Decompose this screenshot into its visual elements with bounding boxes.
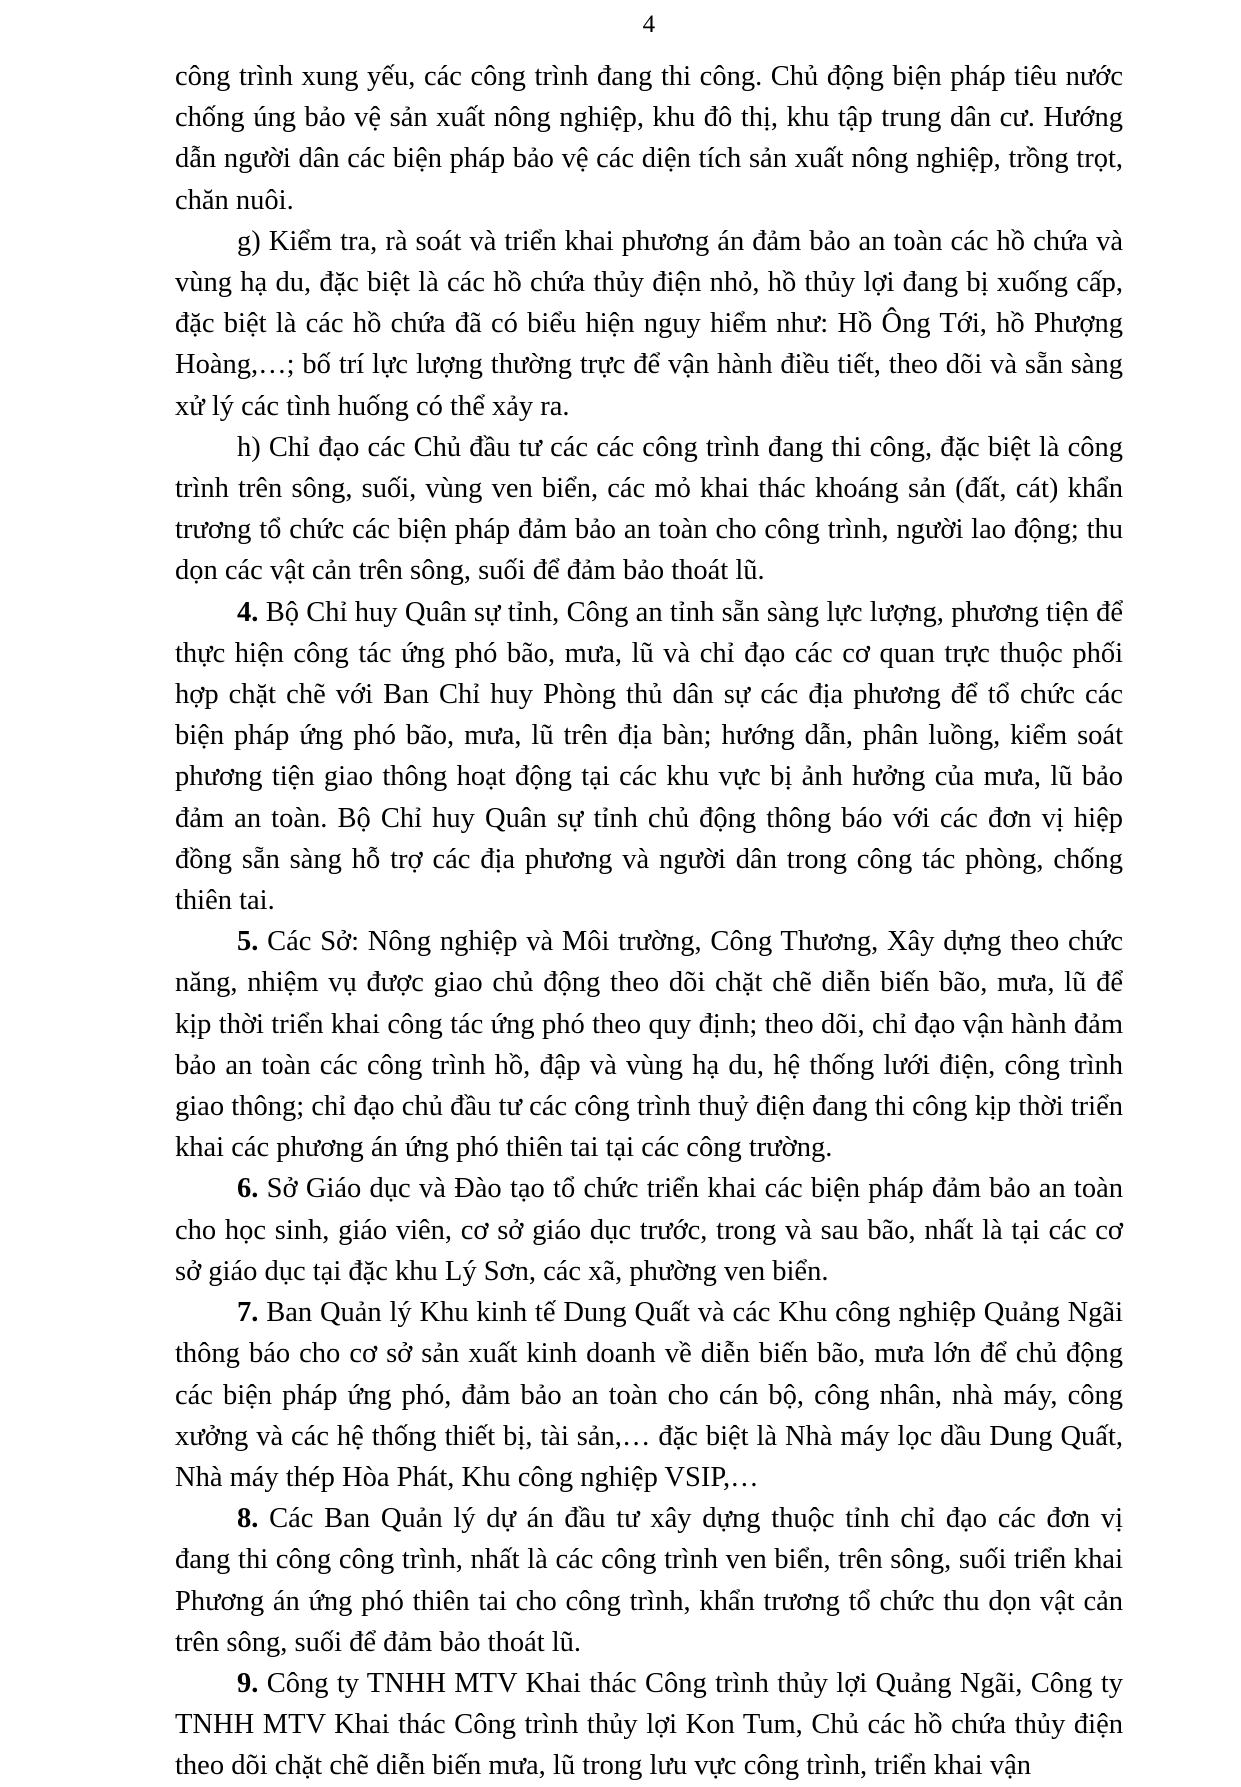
paragraph-number: 6. bbox=[237, 1173, 259, 1205]
document-body bbox=[175, 56, 1123, 1787]
paragraph-g bbox=[175, 221, 1123, 427]
paragraph-text: Công ty TNHH MTV Khai thác Công trình thủy lợi Quảng Ngãi, Công ty TNHH MTV Khai thác Công trình thủy lợi Kon Tum, Chủ các hồ chứa thủy điện theo dõi chặt chẽ diễn biến mưa, lũ trong lưu vực công trình, triển khai vận bbox=[175, 1667, 1123, 1782]
paragraph-number: 5. bbox=[237, 926, 259, 958]
paragraph-number: 7. bbox=[237, 1297, 259, 1329]
paragraph-item-9 bbox=[175, 1663, 1123, 1787]
paragraph-item-4 bbox=[175, 592, 1123, 922]
paragraph-text: Các Ban Quản lý dự án đầu tư xây dựng thuộc tỉnh chỉ đạo các đơn vị đang thi công công trình, nhất là các công trình ven biển, trên sông, suối triển khai Phương án ứng phó thiên tai cho công trình, khẩn trương tổ chức thu dọn vật cản trên sông, suối để đảm bảo thoát lũ. bbox=[175, 1503, 1123, 1658]
paragraph-text: Ban Quản lý Khu kinh tế Dung Quất và các Khu công nghiệp Quảng Ngãi thông báo cho cơ sở sản xuất kinh doanh về diễn biến bão, mưa lớn để chủ động các biện pháp ứng phó, đảm bảo an toàn cho cán bộ, công nhân, nhà máy, công xưởng và các hệ thống thiết bị, tài sản,… đặc biệt là Nhà máy lọc dầu Dung Quất, Nhà máy thép Hòa Phát, Khu công nghiệp VSIP,… bbox=[175, 1297, 1123, 1493]
paragraph-item-7 bbox=[175, 1292, 1123, 1498]
paragraph-item-6 bbox=[175, 1168, 1123, 1292]
paragraph-number: 4. bbox=[237, 596, 259, 628]
paragraph-item-5 bbox=[175, 921, 1123, 1168]
paragraph-h bbox=[175, 427, 1123, 592]
paragraph-text: Bộ Chỉ huy Quân sự tỉnh, Công an tỉnh sẵn sàng lực lượng, phương tiện để thực hiện công tác ứng phó bão, mưa, lũ và chỉ đạo các cơ quan trực thuộc phối hợp chặt chẽ với Ban Chỉ huy Phòng thủ dân sự các địa phương để tổ chức các biện pháp ứng phó bão, mưa, lũ trên địa bàn; hướng dẫn, phân luồng, kiểm soát phương tiện giao thông hoạt động tại các khu vực bị ảnh hưởng của mưa, lũ bảo đảm an toàn. Bộ Chỉ huy Quân sự tỉnh chủ động thông báo với các đơn vị hiệp đồng sẵn sàng hỗ trợ các địa phương và người dân trong công tác phòng, chống thiên tai. bbox=[175, 596, 1123, 917]
paragraph-number: 9. bbox=[237, 1667, 259, 1699]
paragraph-text: công trình xung yếu, các công trình đang thi công. Chủ động biện pháp tiêu nước chống úng bảo vệ sản xuất nông nghiệp, khu đô thị, khu tập trung dân cư. Hướng dẫn người dân các biện pháp bảo vệ các diện tích sản xuất nông nghiệp, trồng trọt, chăn nuôi. bbox=[175, 61, 1123, 216]
paragraph-intro bbox=[175, 56, 1123, 221]
paragraph-text: g) Kiểm tra, rà soát và triển khai phương án đảm bảo an toàn các hồ chứa và vùng hạ du, đặc biệt là các hồ chứa thủy điện nhỏ, hồ thủy lợi đang bị xuống cấp, đặc biệt là các hồ chứa đã có biểu hiện nguy hiểm như: Hồ Ông Tới, hồ Phượng Hoàng,…; bố trí lực lượng thường trực để vận hành điều tiết, theo dõi và sẵn sàng xử lý các tình huống có thể xảy ra. bbox=[175, 225, 1123, 422]
page-number: 4 bbox=[642, 11, 656, 38]
paragraph-text: Sở Giáo dục và Đào tạo tổ chức triển khai các biện pháp đảm bảo an toàn cho học sinh, giáo viên, cơ sở giáo dục trước, trong và sau bão, nhất là tại các cơ sở giáo dục tại đặc khu Lý Sơn, các xã, phường ven biển. bbox=[175, 1173, 1123, 1287]
paragraph-item-8 bbox=[175, 1498, 1123, 1663]
paragraph-number: 8. bbox=[237, 1503, 259, 1535]
paragraph-text: Các Sở: Nông nghiệp và Môi trường, Công Thương, Xây dựng theo chức năng, nhiệm vụ được giao chủ động theo dõi chặt chẽ diễn biến bão, mưa, lũ để kịp thời triển khai công tác ứng phó theo quy định; theo dõi, chỉ đạo vận hành đảm bảo an toàn các công trình hồ, đập và vùng hạ du, hệ thống lưới điện, công trình giao thông; chỉ đạo chủ đầu tư các công trình thuỷ điện đang thi công kịp thời triển khai các phương án ứng phó thiên tai tại các công trường. bbox=[175, 926, 1123, 1164]
paragraph-text: h) Chỉ đạo các Chủ đầu tư các các công trình đang thi công, đặc biệt là công trình trên sông, suối, vùng ven biển, các mỏ khai thác khoáng sản (đất, cát) khẩn trương tổ chức các biện pháp đảm bảo an toàn cho công trình, người lao động; thu dọn các vật cản trên sông, suối để đảm bảo thoát lũ. bbox=[175, 431, 1123, 587]
